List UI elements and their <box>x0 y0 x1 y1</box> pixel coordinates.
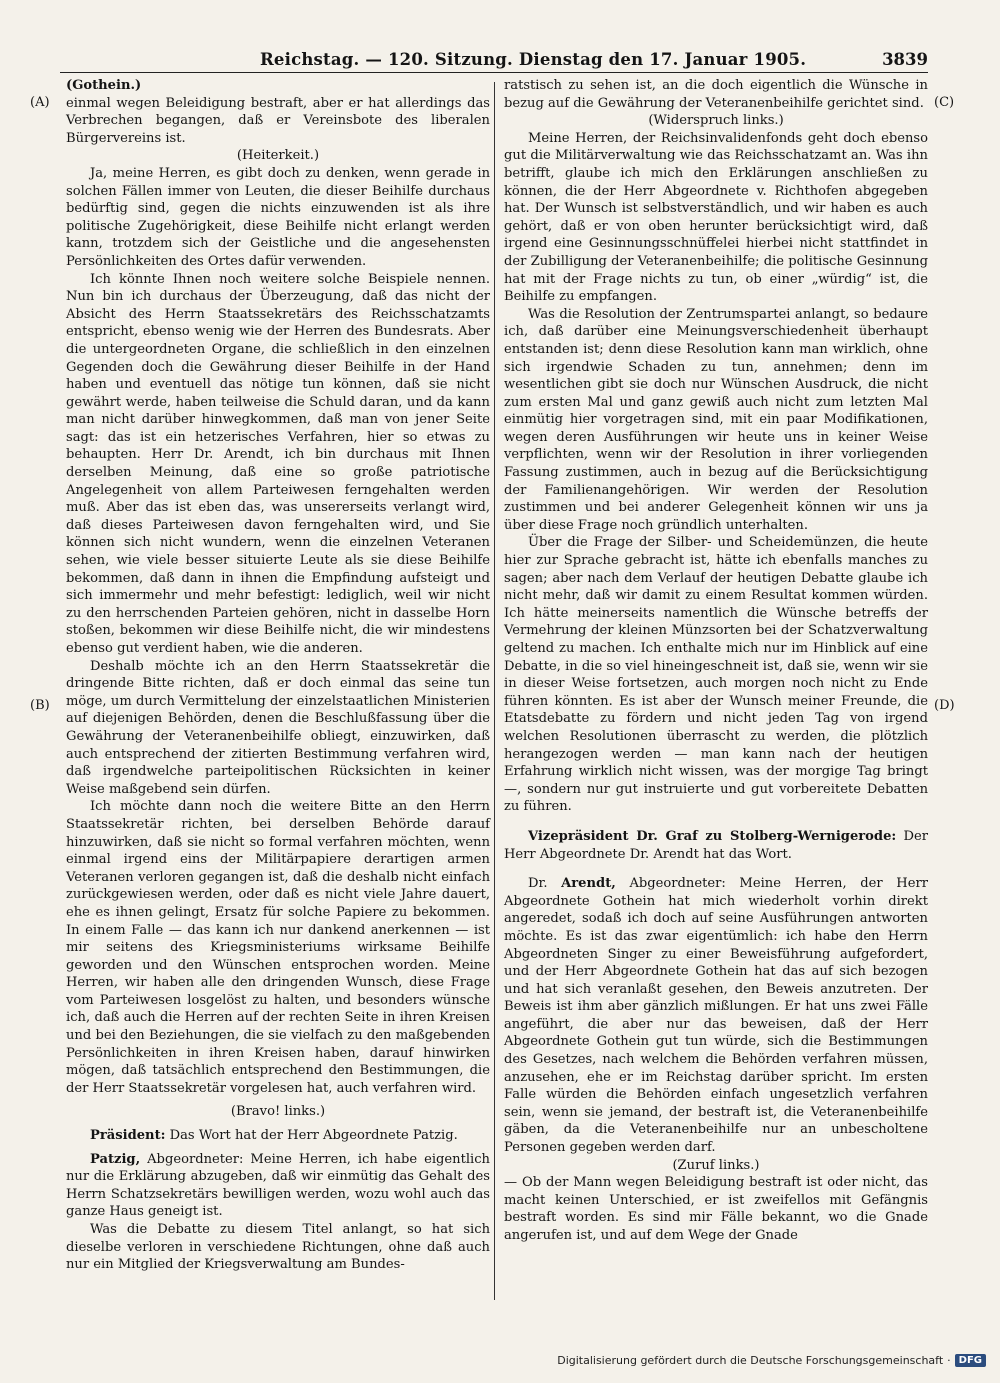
interjection: (Widerspruch links.) <box>648 113 784 129</box>
paragraph: — Ob der Mann wegen Beleidigung bestraft ist oder nicht, das macht keinen Unterschied, er ist zweifellos mit Gefängnis bestraft worden. Es sind mir Fälle bekannt, wo die Gnade angerufen ist, und auf dem Wege der Gnade <box>504 1175 928 1243</box>
paragraph: Was die Resolution der Zentrumspartei anlangt, so bedaure ich, daß darüber eine Meinungsverschiedenheit überhaupt entstanden ist; denn diese Resolution kann man wirklich, ohne sich irgendwie Schaden zu tun, annehmen; denn im wesentlichen gibt sie doch nur Wünschen Ausdruck, die nicht zum ersten Mal und ganz gewiß auch nicht zum letzten Mal einmütig hier vorgetragen sind, mit ein paar Modifikationen, wegen deren Ausführungen wir heute uns in keiner Weise verpflichten, wenn wir der Resolution in ihrer vorliegenden Fassung zustimmen, auch in bezug auf die Berücksichtigung der Familienangehörigen. Wir werden der Resolution zustimmen und bei anderer Gelegenheit können wir uns ja über diese Frage noch gründlich unterhalten. <box>504 306 928 533</box>
paragraph: einmal wegen Beleidigung bestraft, aber er hat allerdings das Verbrechen begangen, daß er Vereinsbote des liberalen Bürgervereins ist. <box>66 95 490 146</box>
interjection: (Bravo! links.) <box>230 1104 326 1120</box>
paragraph: ratstisch zu sehen ist, an die doch eigentlich die Wünsche in bezug auf die Gewährung der Veteranenbeihilfe gerichtet sind. <box>504 78 928 111</box>
paragraph: Ich könnte Ihnen noch weitere solche Beispiele nennen. Nun bin ich durchaus der Überzeugung, daß das nicht der Absicht des Herrn Staatssekretärs des Reichsschatzamts entspricht, ebenso wenig wie der Herren des Bundesrats. Aber die untergeordneten Organe, die schließlich in den einzelnen Gegenden doch die Gewährung dieser Beihilfe in der Hand haben und eventuell das nötige tun können, daß sie nicht gewährt werde, haben teilweise die Schuld daran, und da kann man nicht darüber hinwegkommen, daß man von jener Seite sagt: das ist ein hetzerisches Verfahren, hier so etwas zu behaupten. Herr Dr. Arendt, ich bin durchaus mit Ihnen derselben Meinung, daß eine so große patriotische Angelegenheit von allem Parteiwesen ferngehalten werden muß. Aber das ist eben das, was unsererseits verlangt wird, daß dieses Parteiwesen davon ferngehalten wird, und Sie können sich nicht wundern, wenn die einzelnen Veteranen sehen, wie viele besser situierte Leute als sie diese Beihilfe bekommen, daß dann in ihnen die Empfindung aufsteigt und sich immermehr und mehr befestigt: lediglich, weil wir nicht zu den herrschenden Parteien gehören, nicht in dasselbe Horn stoßen, bekommen wir diese Beihilfe nicht, die wir mindestens ebenso gut verdient haben, wie die anderen. <box>66 271 490 656</box>
margin-marker-b: (B) <box>30 698 50 713</box>
speaker-text: Abgeordneter: Meine Herren, ich habe eigentlich nur die Erklärung abzugeben, daß wir einmütig das Gehalt des Herrn Schatzsekretärs bewilligen werden, wozu wohl auch das ganze Haus geneigt ist. <box>66 1151 490 1220</box>
running-title: Reichstag. — 120. Sitzung. Dienstag den 17. Januar 1905. <box>260 50 807 69</box>
paragraph: Meine Herren, der Reichsinvalidenfonds geht doch ebenso gut die Militärverwaltung wie das Reichsschatzamt an. Was ihn betrifft, glaube ich mich den Erklärungen anschließen zu können, die der Herr Abgeordnete v. Richthofen abgegeben hat. Der Wunsch ist selbstverständlich, und wir haben es auch gehört, daß er von oben herunter berücksichtigt wird, daß irgend eine Gesinnungsschnüffelei hierbei nicht stattfindet in der Zubilligung der Veteranenbeihilfe; die politische Gesinnung hat mit der Frage nichts zu tun, ob einer „würdig“ ist, die Beihilfe zu empfangen. <box>504 130 928 305</box>
paragraph: Deshalb möchte ich an den Herrn Staatssekretär die dringende Bitte richten, daß er doch einmal das seine tun möge, um durch Vermittelung der einzelstaatlichen Ministerien auf diejenigen Behörden, denen die Beschlußfassung über die Gewährung der Veteranenbeihilfe obliegt, einzuwirken, daß auch entsprechend der zitierten Bestimmung verfahren wird, daß irgendwelche parteipolitischen Rücksichten in keiner Weise maßgebend sein dürfen. <box>66 658 490 797</box>
margin-marker-a: (A) <box>30 95 50 110</box>
header-rule <box>60 72 928 73</box>
speaker-prefix: Dr. <box>528 876 562 892</box>
speaker-text: Der Herr Abgeordnete Dr. Arendt hat das Wort. <box>504 828 928 862</box>
speaker-paragraph <box>504 875 928 1157</box>
left-column <box>66 77 490 1274</box>
speaker-name: Präsident: <box>90 1128 166 1144</box>
paragraph: Was die Debatte zu diesem Titel anlangt, so hat sich dieselbe verloren in verschiedene Richtungen, ohne daß auch nur ein Mitglied der Kriegsverwaltung am Bundes- <box>66 1222 490 1273</box>
speaker-paragraph <box>66 1151 490 1221</box>
footer-text: Digitalisierung gefördert durch die Deutsche Forschungsgemeinschaft <box>557 1354 944 1367</box>
page-header <box>60 50 928 78</box>
margin-marker-c: (C) <box>934 95 955 110</box>
page-number: 3839 <box>882 50 928 69</box>
speaker-name: Vizepräsident Dr. Graf zu Stolberg-Wernigerode: <box>528 828 897 844</box>
interjection: (Zuruf links.) <box>672 1157 760 1173</box>
right-column <box>504 77 928 1245</box>
column-divider <box>494 82 495 1300</box>
paragraph: Ja, meine Herren, es gibt doch zu denken, wenn gerade in solchen Fällen immer von Leuten, die dieser Beihilfe durchaus bedürftig sind, gegen die nichts einzuwenden ist als ihre politische Zugehörigkeit, diese Beihilfe nicht erlangt werden kann, trotzdem sich der Geistliche und die angesehensten Persönlichkeiten des Ortes dafür verwenden. <box>66 165 490 269</box>
speaker-text: Abgeordneter: Meine Herren, der Herr Abgeordnete Gothein hat mich wiederholt vorhin direkt angeredet, sodaß ich doch auf seine Ausführungen antworten möchte. Es ist das zwar eigentümlich: ich habe den Herrn Abgeordneten Singer zu einer Beweisführung aufgefordert, und der Herr Abgeordnete Gothein hat das auf sich bezogen und hat sich veranlaßt gesehen, den Beweis anzutreten. Der Beweis ist ihm aber gänzlich mißlungen. Er hat uns zwei Fälle angeführt, die aber nur das beweisen, daß der Herr Abgeordnete Gothein gut tun würde, sich die Bestimmungen des Gesetzes, nach welchem die Behörden verfahren müssen, anzusehen, ehe er im Reichstag darüber spricht. Im ersten Falle würden die Behörden einfach ungesetzlich verfahren sein, wenn sie jemand, der bestraft ist, die Veteranenbeihilfe gäben, da die Veteranenbeihilfe nur an unbescholtene Personen gegeben werden darf. <box>504 876 928 1156</box>
margin-marker-d: (D) <box>934 698 955 713</box>
speaker-paragraph <box>66 1127 490 1145</box>
footer-credit: Digitalisierung gefördert durch die Deutsche Forschungsgemeinschaft · DFG <box>557 1354 986 1367</box>
interjection: (Heiterkeit.) <box>236 148 320 164</box>
speaker-name: Arendt, <box>561 876 616 892</box>
paragraph: Ich möchte dann noch die weitere Bitte an den Herrn Staatssekretär richten, bei derselben Behörde darauf hinzuwirken, daß sie nicht so formal verfahren möchten, wenn einmal irgend eins der Militärpapiere derartigen armen Veteranen verloren gegangen ist, daß die deshalb nicht einfach zurückgewiesen werden, oder daß es nicht viele Jahre dauert, ehe es ihnen gelingt, Ersatz für solche Papiere zu bekommen. In einem Falle — das kann ich nur dankend anerkennen — ist mir seitens des Kriegsministeriums wirksame Beihilfe geworden und den Wünschen entsprochen worden. Meine Herren, wir haben alle den dringenden Wunsch, diese Frage vom Parteiwesen losgelöst zu halten, und besonders wünsche ich, daß auch die Herren auf der rechten Seite in ihren Kreisen und bei den Beziehungen, die sie vielfach zu den maßgebenden Persönlichkeiten in ihren Kreisen haben, darauf hinwirken mögen, daß tatsächlich entsprechend den Bestimmungen, die der Herr Staatssekretär vorgelesen hat, auch verfahren wird. <box>66 799 490 1096</box>
speaker-paragraph <box>504 828 928 863</box>
speaker-text: Das Wort hat der Herr Abgeordnete Patzig. <box>165 1128 458 1144</box>
dfg-logo: DFG <box>955 1354 986 1367</box>
speaker-tag: (Gothein.) <box>66 78 142 93</box>
paragraph: Über die Frage der Silber- und Scheidemünzen, die heute hier zur Sprache gebracht ist, hätte ich ebenfalls manches zu sagen; aber nach dem Verlauf der heutigen Debatte glaube ich nicht mehr, daß wir damit zu einem Resultat kommen würden. Ich hätte meinerseits namentlich die Wünsche betreffs der Vermehrung der kleinen Münzsorten bei der Schatzverwaltung geltend zu machen. Ich enthalte mich nur im Hinblick auf eine Debatte, in die so viel hineingeschneit ist, daß sie, wenn wir sie in dieser Weise fortsetzen, auch morgen noch nicht zu Ende führen könnten. Es ist aber der Wunsch meiner Freunde, die Etatsdebatte zu fördern und nicht jeden Tag von irgend welchen Resolutionen überrascht zu werden, die plötzlich herangezogen werden — man kann nach der heutigen Erfahrung wirklich nicht wissen, was der morgige Tag bringt —, sondern nur gut instruierte und gut vorbereitete Debatten zu führen. <box>504 535 928 815</box>
speaker-name: Patzig, <box>90 1151 141 1167</box>
